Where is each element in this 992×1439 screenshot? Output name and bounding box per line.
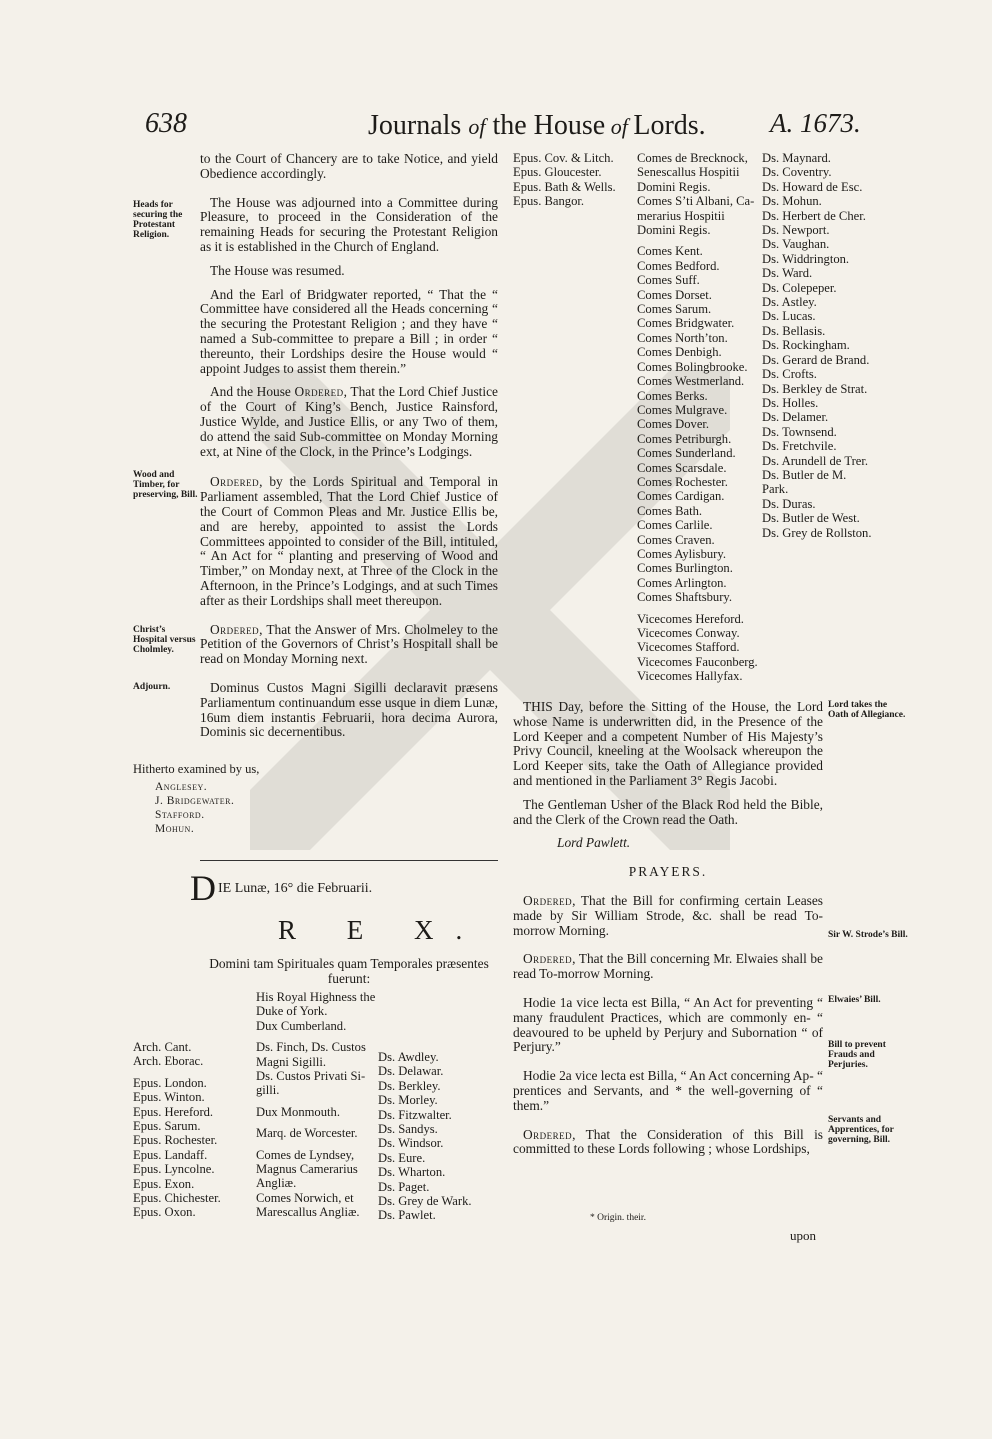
list-entry: Comes Craven. bbox=[637, 532, 715, 547]
list-entry: Ds. Rockingham. bbox=[762, 338, 850, 353]
list-entry bbox=[256, 1141, 375, 1148]
list-entry: Comes Dover. bbox=[637, 417, 710, 432]
list-entry: Epus. Rochester. bbox=[133, 1133, 218, 1148]
section-divider bbox=[200, 860, 498, 861]
list-entry: Comes Rochester. bbox=[637, 474, 728, 489]
paragraph: And the House Ordered, That the Lord Chief Justice of the Court of King’s Bench, Justice Rainsford, Justice Wylde, and Justice Ellis, or any Two of them, do attend the said Sub-committee on Monday Morning ext, at Nine of the Clock, in the Prince’s Lodgings. bbox=[200, 384, 498, 459]
paragraph: Ordered, That the Consideration of this Bill is committed to these Lords following ; whose Lordships, bbox=[513, 1126, 823, 1157]
list-entry: Ds. Herbert de Cher. bbox=[762, 208, 866, 223]
list-entry: Epus. Cov. & Litch. bbox=[513, 151, 614, 165]
margin-note-adjourn: Adjourn. bbox=[133, 682, 171, 692]
list-entry: Epus. Bath & Wells. bbox=[513, 179, 616, 194]
list-entry bbox=[133, 1069, 221, 1076]
margin-note-elwaies: Elwaies’ Bill. bbox=[828, 995, 881, 1005]
signature: Anglesey. bbox=[155, 781, 208, 793]
day-heading: DIE Lunæ, 16° die Februarii. bbox=[190, 868, 373, 908]
list-entry: Comes Bath. bbox=[637, 503, 703, 518]
list-entry: Domini Regis. bbox=[637, 223, 711, 238]
list-entry: Comes Bridgwater. bbox=[637, 316, 735, 331]
list-entry: Comes Burlington. bbox=[637, 561, 733, 576]
list-entry: Epus. Landaff. bbox=[133, 1147, 208, 1162]
earls-list bbox=[637, 151, 758, 684]
margin-note-fraud: Bill to prevent Frauds and Perjuries. bbox=[828, 1040, 886, 1070]
running-head: Journals of the House of Lords. bbox=[368, 110, 706, 141]
list-entry: Ds. Finch, Ds. Custos bbox=[256, 1040, 366, 1055]
list-entry: Comes Norwich, et bbox=[256, 1190, 354, 1205]
list-entry: Vicecomes Stafford. bbox=[637, 640, 740, 655]
list-entry: Epus. Chichester. bbox=[133, 1191, 221, 1206]
paragraph: Ordered, That the Bill for confirming certain Leases made by Sir William Strode, &c. shall be read To-morrow Morning. bbox=[513, 892, 823, 938]
list-entry: Epus. Exon. bbox=[133, 1176, 195, 1191]
list-entry: Ds. Colepeper. bbox=[762, 280, 837, 295]
list-entry: Comes de Brecknock, bbox=[637, 151, 748, 165]
list-entry: Ds. Wharton. bbox=[378, 1165, 446, 1180]
list-entry: Ds. Sandys. bbox=[378, 1122, 438, 1137]
list-entry: Ds. Vaughan. bbox=[762, 237, 830, 252]
examined-line: Hitherto examined by us, bbox=[133, 762, 260, 776]
list-entry: Comes S’ti Albani, Ca- bbox=[637, 194, 755, 209]
list-entry: Ds. Lucas. bbox=[762, 309, 816, 324]
list-entry: Ds. Ward. bbox=[762, 266, 813, 281]
peers-list-bottom bbox=[256, 990, 375, 1220]
list-entry: Ds. Morley. bbox=[378, 1093, 438, 1108]
list-entry: Epus. Gloucester. bbox=[513, 165, 602, 180]
list-entry: Comes Aylisbury. bbox=[637, 546, 726, 561]
list-entry: Comes Westmerland. bbox=[637, 374, 745, 389]
right-column bbox=[513, 700, 823, 1166]
list-entry: Ds. Grey de Rollston. bbox=[762, 525, 872, 540]
paragraph: Hodie 2a vice lecta est Billa, “ An Act concerning Ap- “ prentices and Servants, and * the well-governing of “ them.” bbox=[513, 1068, 823, 1113]
list-entry: Ds. Maynard. bbox=[762, 151, 831, 165]
list-entry: Comes Arlington. bbox=[637, 575, 727, 590]
margin-note-wood: Wood and Timber, for preserving, Bill. bbox=[133, 470, 198, 500]
list-entry: Ds. Gerard de Brand. bbox=[762, 352, 870, 367]
list-entry: Comes Kent. bbox=[637, 244, 703, 259]
bishops-list-top bbox=[513, 151, 616, 209]
year-label: A. 1673. bbox=[770, 108, 861, 138]
list-entry: Comes Scarsdale. bbox=[637, 460, 727, 475]
list-entry bbox=[637, 237, 758, 244]
signature: Stafford. bbox=[155, 809, 205, 821]
paragraph: Ordered, That the Bill concerning Mr. Elwaies shall be read To-morrow Morning. bbox=[513, 951, 823, 982]
list-entry: Vicecomes Hallyfax. bbox=[637, 669, 743, 684]
rex-heading: R E X. bbox=[278, 915, 485, 945]
oath-taker: Lord Pawlett. bbox=[557, 835, 631, 851]
list-entry: Comes Sunderland. bbox=[637, 446, 736, 461]
list-entry: merarius Hospitii bbox=[637, 208, 725, 223]
footnote: * Origin. their. bbox=[590, 1213, 646, 1223]
list-entry: Comes Carlile. bbox=[637, 518, 713, 533]
list-entry: Comes Bolingbrooke. bbox=[637, 359, 748, 374]
list-entry: Ds. Custos Privati Si- bbox=[256, 1069, 366, 1084]
list-entry: Ds. Newport. bbox=[762, 223, 830, 238]
list-entry: Ds. Bellasis. bbox=[762, 323, 826, 338]
list-entry: Comes de Lyndsey, bbox=[256, 1147, 355, 1162]
list-entry: Dux Cumberland. bbox=[256, 1018, 347, 1033]
list-entry: Vicecomes Hereford. bbox=[637, 611, 744, 626]
list-entry: Magnus Camerarius bbox=[256, 1162, 358, 1177]
list-entry: Ds. Awdley. bbox=[378, 1050, 439, 1064]
list-entry: Ds. Berkley. bbox=[378, 1078, 441, 1093]
list-entry: Ds. Holles. bbox=[762, 395, 819, 410]
page-number: 638 bbox=[145, 108, 187, 139]
list-entry: Magni Sigilli. bbox=[256, 1054, 326, 1069]
list-entry: Duke of York. bbox=[256, 1004, 328, 1019]
paragraph: THIS Day, before the Sitting of the House, the Lord whose Name is underwritten did, in the Presence of the Lord Keeper and a competent Number of His Majesty’s Privy Council, kneeling at the Woolsack whereupon the Lord Keeper sits, take the Oath of Allegiance provided and mentioned in the Parliament 3° Regis Jacobi. bbox=[513, 699, 823, 788]
list-entry: Ds. Pawlet. bbox=[378, 1208, 436, 1223]
list-entry: Ds. Howard de Esc. bbox=[762, 179, 863, 194]
list-entry: Dux Monmouth. bbox=[256, 1104, 340, 1119]
barons-list bbox=[762, 151, 872, 540]
list-entry: Comes Petriburgh. bbox=[637, 431, 732, 446]
barons-list-bottom bbox=[378, 1050, 472, 1223]
list-entry: Senescallus Hospitii bbox=[637, 165, 740, 180]
list-entry: Ds. Eure. bbox=[378, 1150, 426, 1165]
list-entry: Ds. Paget. bbox=[378, 1179, 430, 1194]
margin-note-servants: Servants and Apprentices, for governing, Bill. bbox=[828, 1115, 894, 1145]
list-entry: Arch. Cant. bbox=[133, 1040, 192, 1054]
paragraph: to the Court of Chancery are to take Notice, and yield Obedience accordingly. bbox=[200, 151, 498, 181]
catchword: upon bbox=[790, 1228, 816, 1243]
list-entry: Comes Mulgrave. bbox=[637, 402, 728, 417]
list-entry: Ds. Grey de Wark. bbox=[378, 1194, 472, 1209]
list-entry: Comes Suff. bbox=[637, 273, 700, 288]
list-entry: Comes Berks. bbox=[637, 388, 708, 403]
list-entry: Epus. London. bbox=[133, 1075, 207, 1090]
list-entry: Comes Cardigan. bbox=[637, 489, 725, 504]
bishops-list-bottom bbox=[133, 1040, 221, 1220]
list-entry: Ds. Crofts. bbox=[762, 367, 817, 382]
paragraph: Dominus Custos Magni Sigilli declaravit præsens Parliamentum continuandum esse usque in diem Lunæ, 16um diem instantis Februarii, hora decima Aurora, Dominis sic decernentibus. bbox=[200, 679, 498, 740]
list-entry: Ds. Townsend. bbox=[762, 424, 837, 439]
list-entry: Ds. Duras. bbox=[762, 496, 816, 511]
list-entry: Angliæ. bbox=[256, 1176, 297, 1191]
list-entry: gilli. bbox=[256, 1083, 280, 1098]
paragraph: Ordered, That the Answer of Mrs. Cholmeley to the Petition of the Governors of Christ’s Hospitall shall be read on Monday Morning next. bbox=[200, 621, 498, 667]
paragraph: The House was resumed. bbox=[210, 262, 345, 278]
list-entry: Ds. Windsor. bbox=[378, 1136, 444, 1151]
list-entry bbox=[256, 1119, 375, 1126]
margin-note-strode: Sir W. Strode’s Bill. bbox=[828, 930, 908, 940]
list-entry: Epus. Lyncolne. bbox=[133, 1162, 215, 1177]
list-entry: Vicecomes Conway. bbox=[637, 626, 740, 640]
list-entry bbox=[637, 605, 758, 612]
list-entry: Epus. Sarum. bbox=[133, 1119, 201, 1134]
paragraph: Ordered, by the Lords Spiritual and Temporal in Parliament assembled, That the Lord Chief Justice of the Court of Common Pleas and Mr. Justice Ellis be, and are hereby, appointed to assist the Lords Committees appointed to consider of the Bill, intituled, “ An Act for “ planting and preserving of Wood and Timber,” on Monday next, at Three of the Clock in the Afternoon, in the Prince’s Lodgings, and at such Times after as their Lordships shall meet thereupon. bbox=[200, 474, 498, 608]
list-entry: Epus. Bangor. bbox=[513, 194, 585, 209]
signature-list bbox=[155, 780, 234, 836]
list-entry: Ds. Arundell de Trer. bbox=[762, 453, 869, 468]
list-entry: Ds. Fretchvile. bbox=[762, 439, 837, 454]
margin-note-heads: Heads for securing the Protestant Religion. bbox=[133, 200, 183, 240]
paragraph: Hodie 1a vice lecta est Billa, “ An Act for preventing “ many fraudulent Practices, which are commonly en- “ deavoured to be upheld by Perjury and Subornation “ of Perjury.” bbox=[513, 994, 823, 1055]
list-entry: Comes Sarum. bbox=[637, 302, 712, 317]
list-entry: Ds. Fitzwalter. bbox=[378, 1107, 452, 1122]
paragraph: And the Earl of Bridgwater reported, “ That the “ Committee have considered all the Heads concerning “ the securing the Protestant Religion ; and they have “ named a Sub-committee to prepare a Bill ; in order “ thereunto, their Lordships desire the House would “ appoint Judges to assist them therein.” bbox=[200, 286, 498, 376]
list-entry bbox=[256, 1098, 375, 1105]
list-entry: Ds. Mohun. bbox=[762, 194, 822, 209]
list-entry: Comes Shaftsbury. bbox=[637, 590, 733, 605]
list-entry: Vicecomes Fauconberg. bbox=[637, 654, 758, 669]
left-column bbox=[200, 152, 498, 749]
margin-note-oath: Lord takes the Oath of Allegiance. bbox=[828, 700, 906, 720]
list-entry: Marq. de Worcester. bbox=[256, 1126, 358, 1141]
list-entry: Comes Bedford. bbox=[637, 258, 720, 273]
signature: Mohun. bbox=[155, 823, 195, 835]
list-entry: Comes Denbigh. bbox=[637, 345, 722, 360]
list-entry: Ds. Delamer. bbox=[762, 410, 829, 425]
list-entry: Marescallus Angliæ. bbox=[256, 1205, 360, 1220]
signature: J. Bridgewater. bbox=[155, 795, 235, 807]
list-entry bbox=[256, 1033, 375, 1040]
list-entry: Comes Dorset. bbox=[637, 287, 712, 302]
list-entry: Ds. Butler de M. bbox=[762, 467, 847, 482]
list-entry: His Royal Highness the bbox=[256, 990, 376, 1004]
list-entry: Epus. Hereford. bbox=[133, 1104, 214, 1119]
list-entry: Ds. Widdrington. bbox=[762, 251, 850, 266]
margin-note-christs: Christ’s Hospital versus Cholmley. bbox=[133, 625, 196, 655]
list-entry: Domini Regis. bbox=[637, 179, 711, 194]
list-entry: Ds. Astley. bbox=[762, 295, 817, 310]
list-entry: Comes North’ton. bbox=[637, 330, 728, 345]
paragraph: The Gentleman Usher of the Black Rod held the Bible, and the Clerk of the Crown read the Oath. bbox=[513, 796, 823, 827]
list-entry: Ds. Delawar. bbox=[378, 1064, 444, 1079]
paragraph: The House was adjourned into a Committee during Pleasure, to proceed in the Consideration of the remaining Heads for securing the Protestant Religion as it is established in the Church of England. bbox=[200, 194, 498, 254]
list-entry: Arch. Eborac. bbox=[133, 1054, 204, 1069]
list-entry: Park. bbox=[762, 482, 789, 497]
list-entry: Ds. Coventry. bbox=[762, 165, 832, 180]
list-entry: Epus. Oxon. bbox=[133, 1205, 196, 1220]
list-entry: Ds. Berkley de Strat. bbox=[762, 381, 868, 396]
prayers-heading: PRAYERS. bbox=[628, 864, 708, 880]
list-entry: Ds. Butler de West. bbox=[762, 511, 860, 526]
attendance-heading: Domini tam Spirituales quam Temporales præsentes fuerunt: bbox=[209, 956, 489, 986]
list-entry: Epus. Winton. bbox=[133, 1090, 205, 1105]
